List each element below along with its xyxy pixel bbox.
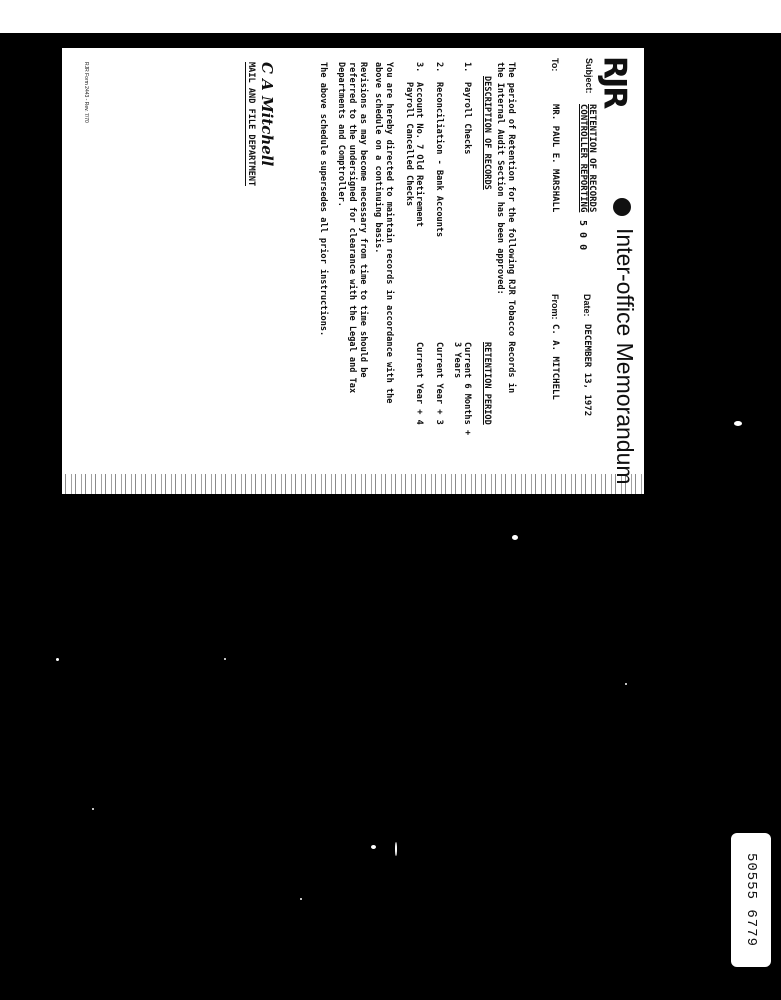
subject-line-1: RETENTION OF RECORDS (587, 104, 597, 213)
subject-block (582, 58, 594, 94)
scan-speck (56, 658, 59, 661)
record-1-num: 1. (462, 62, 472, 73)
scan-speck (371, 845, 376, 849)
record-2-num: 2. (434, 62, 444, 73)
scan-speck (734, 421, 742, 426)
record-3-desc: Account No. 7 Old Retirement (414, 82, 424, 227)
record-3-desc-2: Payroll Cancelled Checks (404, 82, 414, 207)
scan-speck (224, 658, 226, 660)
col-header-retention: RETENTION PERIOD (482, 342, 492, 425)
punch-hole-icon (613, 198, 631, 216)
from-value: C. A. MITCHELL (550, 324, 560, 400)
subject-line-2: CONTROLLER REPORTING (578, 104, 588, 213)
record-1-desc: Payroll Checks (462, 82, 472, 155)
document-id: 50555 6779 (743, 852, 759, 947)
col-header-description: DESCRIPTION OF RECORDS (482, 76, 492, 190)
supersedes-paragraph: The above schedule supersedes all prior instructions. (318, 62, 328, 337)
scan-speck (92, 808, 94, 810)
scan-speck (395, 842, 397, 856)
memo-page (62, 48, 644, 494)
scan-speck (300, 898, 302, 900)
intro-paragraph: The period of Retention for the following RJR Tobacco Records in the Internal Audit Section has been approved: (495, 62, 516, 394)
form-number: RJR Form 2443 - Rev. 7/70 (83, 62, 89, 123)
from-label: From: (550, 294, 560, 320)
subject-label: Subject: (584, 58, 594, 94)
subject-code: 5 0 0 (577, 220, 588, 251)
to-label: To: (550, 58, 560, 72)
record-2-desc: Reconciliation - Bank Accounts (434, 82, 444, 238)
record-1-retention: Current 6 Months + (462, 342, 472, 436)
directive-paragraph: You are hereby directed to maintain records in accordance with the above schedule on a continuing basis. (373, 62, 394, 404)
record-2-retention: Current Year + 3 (434, 342, 444, 425)
date-value: DECEMBER 13, 1972 (582, 324, 592, 417)
memo-content (62, 48, 644, 494)
record-3-num: 3. (414, 62, 424, 73)
department-name: MAIL AND FILE DEPARTMENT (246, 62, 256, 187)
to-value: MR. PAUL E. MARSHALL (550, 104, 560, 213)
rjr-logo: RJR (596, 56, 633, 108)
scan-speck (512, 535, 518, 540)
signature: C A Mitchell (258, 62, 276, 167)
memo-title: Inter-office Memorandum (612, 228, 638, 485)
revisions-paragraph: Revisions as may become necessary from time to time should be referred to the undersigned for clearance with the Legal and Tax Departments and Comptroller. (336, 62, 368, 394)
record-3-retention: Current Year + 4 (414, 342, 424, 425)
scan-speck (625, 683, 627, 685)
record-1-retention-2: 3 Years (452, 342, 462, 379)
date-label: Date: (582, 294, 592, 317)
document-id-label (731, 833, 771, 967)
